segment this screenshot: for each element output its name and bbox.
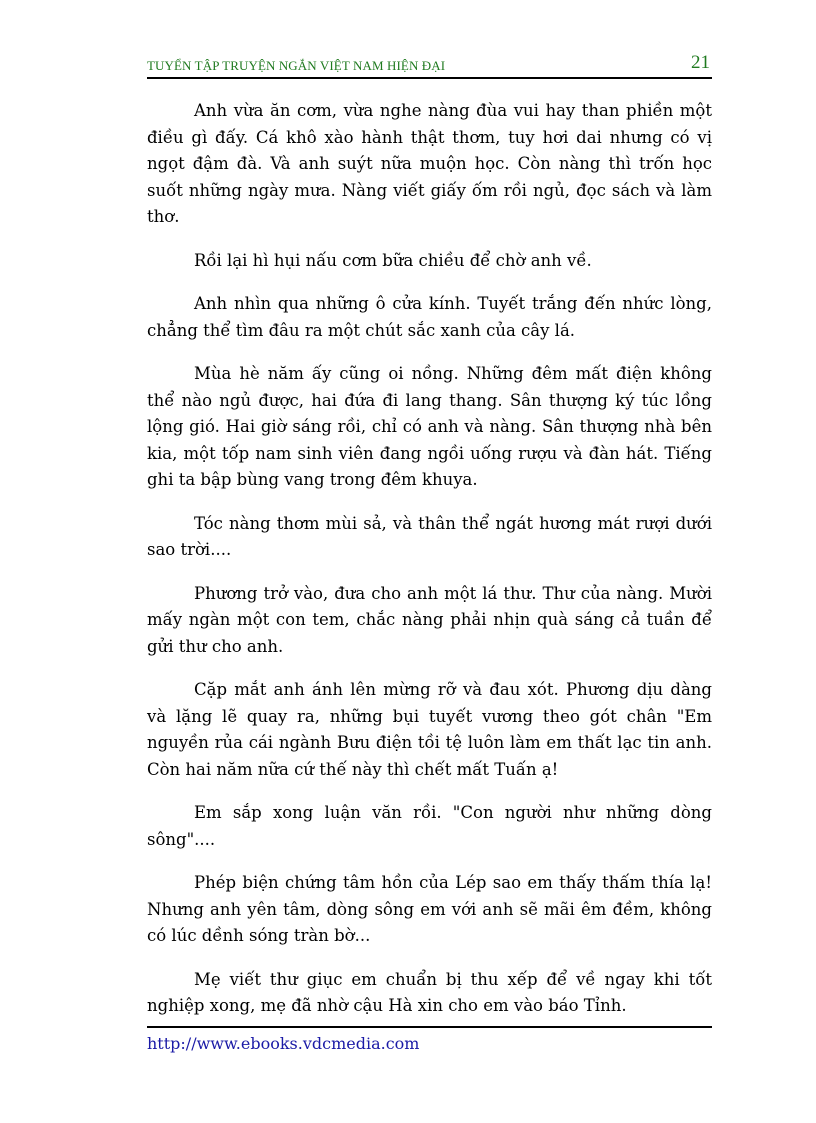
footer-url-link[interactable]: http://www.ebooks.vdcmedia.com — [147, 1034, 420, 1053]
paragraph: Cặp mắt anh ánh lên mừng rỡ và đau xót. Phương dịu dàng và lặng lẽ quay ra, những bụi tuyết vương theo gót chân "Em nguyền rủa cái ngành Bưu điện tồi tệ luôn làm em thất lạc tin anh. Còn hai năm nữa cứ thế này thì chết mất Tuấn ạ! — [147, 680, 712, 779]
page-number: 21 — [691, 52, 710, 73]
paragraph: Mùa hè năm ấy cũng oi nồng. Những đêm mất điện không thể nào ngủ được, hai đứa đi lang thang. Sân thượng ký túc lồng lộng gió. Hai giờ sáng rồi, chỉ có anh và nàng. Sân thượng nhà bên kia, một tốp nam sinh viên đang ngồi uống rượu và đàn hát. Tiếng ghi ta bập bùng vang trong đêm khuya. — [147, 364, 712, 489]
story-body — [147, 98, 712, 1037]
header-divider — [147, 77, 712, 79]
paragraph: Em sắp xong luận văn rồi. "Con người như những dòng sông".... — [147, 803, 712, 849]
book-title: TUYỂN TẬP TRUYỆN NGẮN VIỆT NAM HIỆN ĐẠI — [147, 58, 446, 73]
paragraph: Anh nhìn qua những ô cửa kính. Tuyết trắng đến nhức lòng, chẳng thể tìm đâu ra một chút sắc xanh của cây lá. — [147, 294, 712, 340]
paragraph: Phép biện chứng tâm hồn của Lép sao em thấy thấm thía lạ! Nhưng anh yên tâm, dòng sông em với anh sẽ mãi êm đềm, không có lúc dềnh sóng tràn bờ... — [147, 873, 712, 945]
paragraph: Rồi lại hì hụi nấu cơm bữa chiều để chờ anh về. — [194, 250, 592, 270]
page-header — [147, 54, 712, 78]
footer-divider — [147, 1026, 712, 1028]
paragraph: Mẹ viết thư giục em chuẩn bị thu xếp để về ngay khi tốt nghiệp xong, mẹ đã nhờ cậu Hà xin cho em vào báo Tỉnh. — [147, 969, 712, 1015]
paragraph: Anh vừa ăn cơm, vừa nghe nàng đùa vui hay than phiền một điều gì đấy. Cá khô xào hành thật thơm, tuy hơi dai nhưng có vị ngọt đậm đà. Và anh suýt nữa muộn học. Còn nàng thì trốn học suốt những ngày mưa. Nàng viết giấy ốm rồi ngủ, đọc sách và làm thơ. — [147, 101, 712, 226]
paragraph: Tóc nàng thơm mùi sả, và thân thể ngát hương mát rượi dưới sao trời.... — [147, 513, 712, 559]
paragraph: Phương trở vào, đưa cho anh một lá thư. Thư của nàng. Mười mấy ngàn một con tem, chắc nàng phải nhịn quà sáng cả tuần để gửi thư cho anh. — [147, 583, 712, 656]
